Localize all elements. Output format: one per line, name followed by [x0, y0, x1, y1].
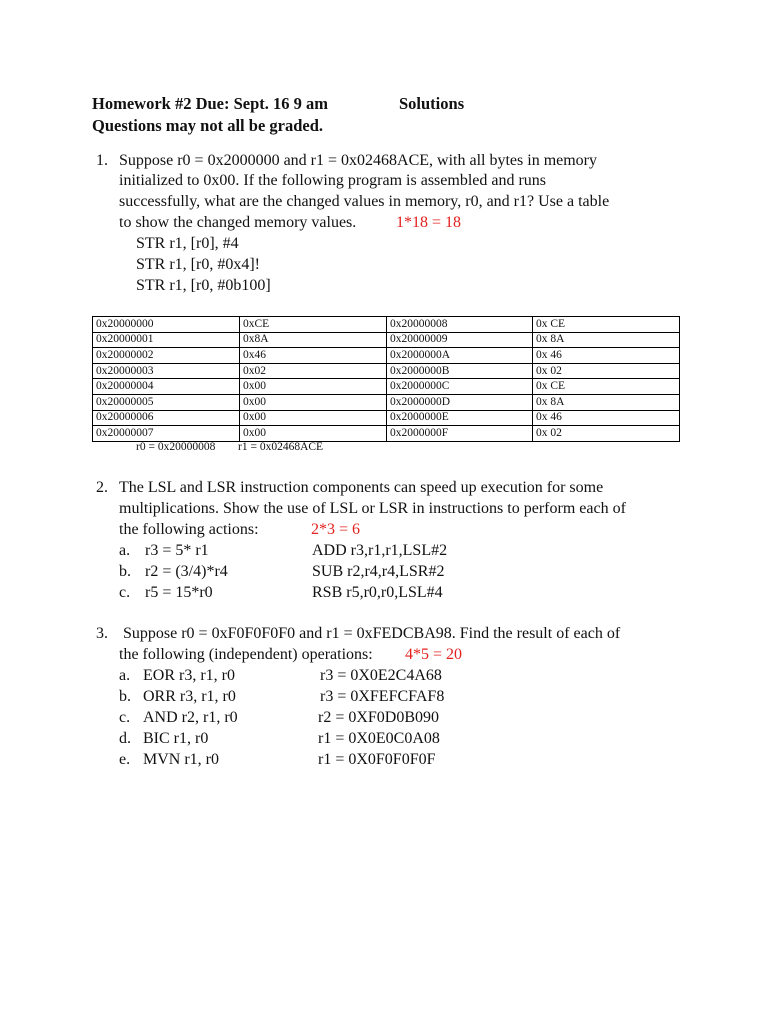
table-row	[93, 363, 680, 379]
table-row	[93, 348, 680, 364]
value-cell: 0x 8A	[533, 394, 680, 410]
q3-item-c-op: AND r2, r1, r0	[143, 709, 238, 726]
value-cell: 0x00	[240, 394, 387, 410]
r0-result: r0 = 0x20000008	[136, 441, 216, 453]
q2-item-b-answer: SUB r2,r4,r4,LSR#2	[312, 563, 445, 580]
address-cell: 0x20000002	[93, 348, 240, 364]
q2-item-a-answer: ADD r3,r1,r1,LSL#2	[312, 542, 448, 559]
q3-item-b-label: b.	[119, 688, 131, 705]
value-cell: 0x 46	[533, 348, 680, 364]
solutions-label: Solutions	[399, 94, 465, 113]
q1-line-2: initialized to 0x00. If the following program is assembled and runs	[119, 172, 547, 189]
value-cell: 0x 8A	[533, 332, 680, 348]
address-cell: 0x20000007	[93, 426, 240, 442]
table-row	[93, 379, 680, 395]
address-cell: 0x2000000E	[387, 410, 533, 426]
address-cell: 0x2000000C	[387, 379, 533, 395]
value-cell: 0x00	[240, 410, 387, 426]
q2-number: 2.	[96, 479, 108, 496]
value-cell: 0xCE	[240, 317, 387, 333]
address-cell: 0x20000006	[93, 410, 240, 426]
address-cell: 0x2000000F	[387, 426, 533, 442]
table-row	[93, 426, 680, 442]
q3-item-b-op: ORR r3, r1, r0	[143, 688, 236, 705]
q3-item-d-label: d.	[119, 730, 131, 747]
q1-points: 1*18 = 18	[396, 214, 462, 231]
address-cell: 0x20000005	[93, 394, 240, 410]
q3-item-d-op: BIC r1, r0	[143, 730, 209, 747]
q1-code-2: STR r1, [r0, #0x4]!	[136, 256, 260, 273]
value-cell: 0x 02	[533, 426, 680, 442]
q3-item-a-label: a.	[119, 667, 131, 684]
q2-line-3: the following actions:	[119, 521, 259, 538]
value-cell: 0x CE	[533, 379, 680, 395]
homework-title: Homework #2 Due: Sept. 16 9 am	[92, 94, 329, 113]
q1-code-1: STR r1, [r0], #4	[136, 235, 239, 252]
q1-line-1: Suppose r0 = 0x2000000 and r1 = 0x02468ACE, with all bytes in memory	[119, 152, 598, 169]
r1-result: r1 = 0x02468ACE	[238, 441, 324, 453]
address-cell: 0x20000008	[387, 317, 533, 333]
q3-item-a-result: r3 = 0X0E2C4A68	[320, 667, 442, 684]
address-cell: 0x2000000B	[387, 363, 533, 379]
table-row	[93, 410, 680, 426]
address-cell: 0x2000000D	[387, 394, 533, 410]
value-cell: 0x00	[240, 426, 387, 442]
q2-item-c-label: c.	[119, 584, 131, 601]
q1-code-3: STR r1, [r0, #0b100]	[136, 277, 271, 294]
grading-note: Questions may not all be graded.	[92, 116, 324, 135]
q3-line-1: Suppose r0 = 0xF0F0F0F0 and r1 = 0xFEDCBA98. Find the result of each of	[123, 625, 621, 642]
q2-item-a-expr: r3 = 5* r1	[145, 542, 209, 559]
value-cell: 0x46	[240, 348, 387, 364]
q3-item-e-op: MVN r1, r0	[143, 751, 219, 768]
address-cell: 0x20000004	[93, 379, 240, 395]
q3-item-e-result: r1 = 0X0F0F0F0F	[318, 751, 436, 768]
address-cell: 0x20000003	[93, 363, 240, 379]
q2-line-1: The LSL and LSR instruction components can speed up execution for some	[119, 479, 604, 496]
table-row	[93, 317, 680, 333]
q3-number: 3.	[96, 625, 108, 642]
value-cell: 0x00	[240, 379, 387, 395]
address-cell: 0x20000009	[387, 332, 533, 348]
q2-item-b-label: b.	[119, 563, 131, 580]
q3-item-a-op: EOR r3, r1, r0	[143, 667, 235, 684]
q2-item-c-expr: r5 = 15*r0	[145, 584, 213, 601]
q3-line-2: the following (independent) operations:	[119, 646, 373, 663]
q2-item-a-label: a.	[119, 542, 131, 559]
table-row	[93, 394, 680, 410]
address-cell: 0x2000000A	[387, 348, 533, 364]
value-cell: 0x 02	[533, 363, 680, 379]
q3-points: 4*5 = 20	[405, 646, 463, 663]
value-cell: 0x CE	[533, 317, 680, 333]
table-row	[93, 332, 680, 348]
q2-item-b-expr: r2 = (3/4)*r4	[145, 563, 228, 580]
q3-item-c-result: r2 = 0XF0D0B090	[318, 709, 440, 726]
q2-points: 2*3 = 6	[311, 521, 361, 538]
q2-item-c-answer: RSB r5,r0,r0,LSL#4	[312, 584, 443, 601]
q3-item-d-result: r1 = 0X0E0C0A08	[318, 730, 440, 747]
q1-line-4: to show the changed memory values.	[119, 214, 357, 231]
memory-table	[92, 316, 680, 442]
q3-item-e-label: e.	[119, 751, 131, 768]
address-cell: 0x20000001	[93, 332, 240, 348]
q2-line-2: multiplications. Show the use of LSL or LSR in instructions to perform each of	[119, 500, 626, 517]
q1-number: 1.	[96, 152, 108, 169]
value-cell: 0x8A	[240, 332, 387, 348]
q1-line-3: successfully, what are the changed values in memory, r0, and r1? Use a table	[119, 193, 610, 210]
value-cell: 0x 46	[533, 410, 680, 426]
q3-item-c-label: c.	[119, 709, 131, 726]
address-cell: 0x20000000	[93, 317, 240, 333]
q3-item-b-result: r3 = 0XFEFCFAF8	[320, 688, 445, 705]
value-cell: 0x02	[240, 363, 387, 379]
